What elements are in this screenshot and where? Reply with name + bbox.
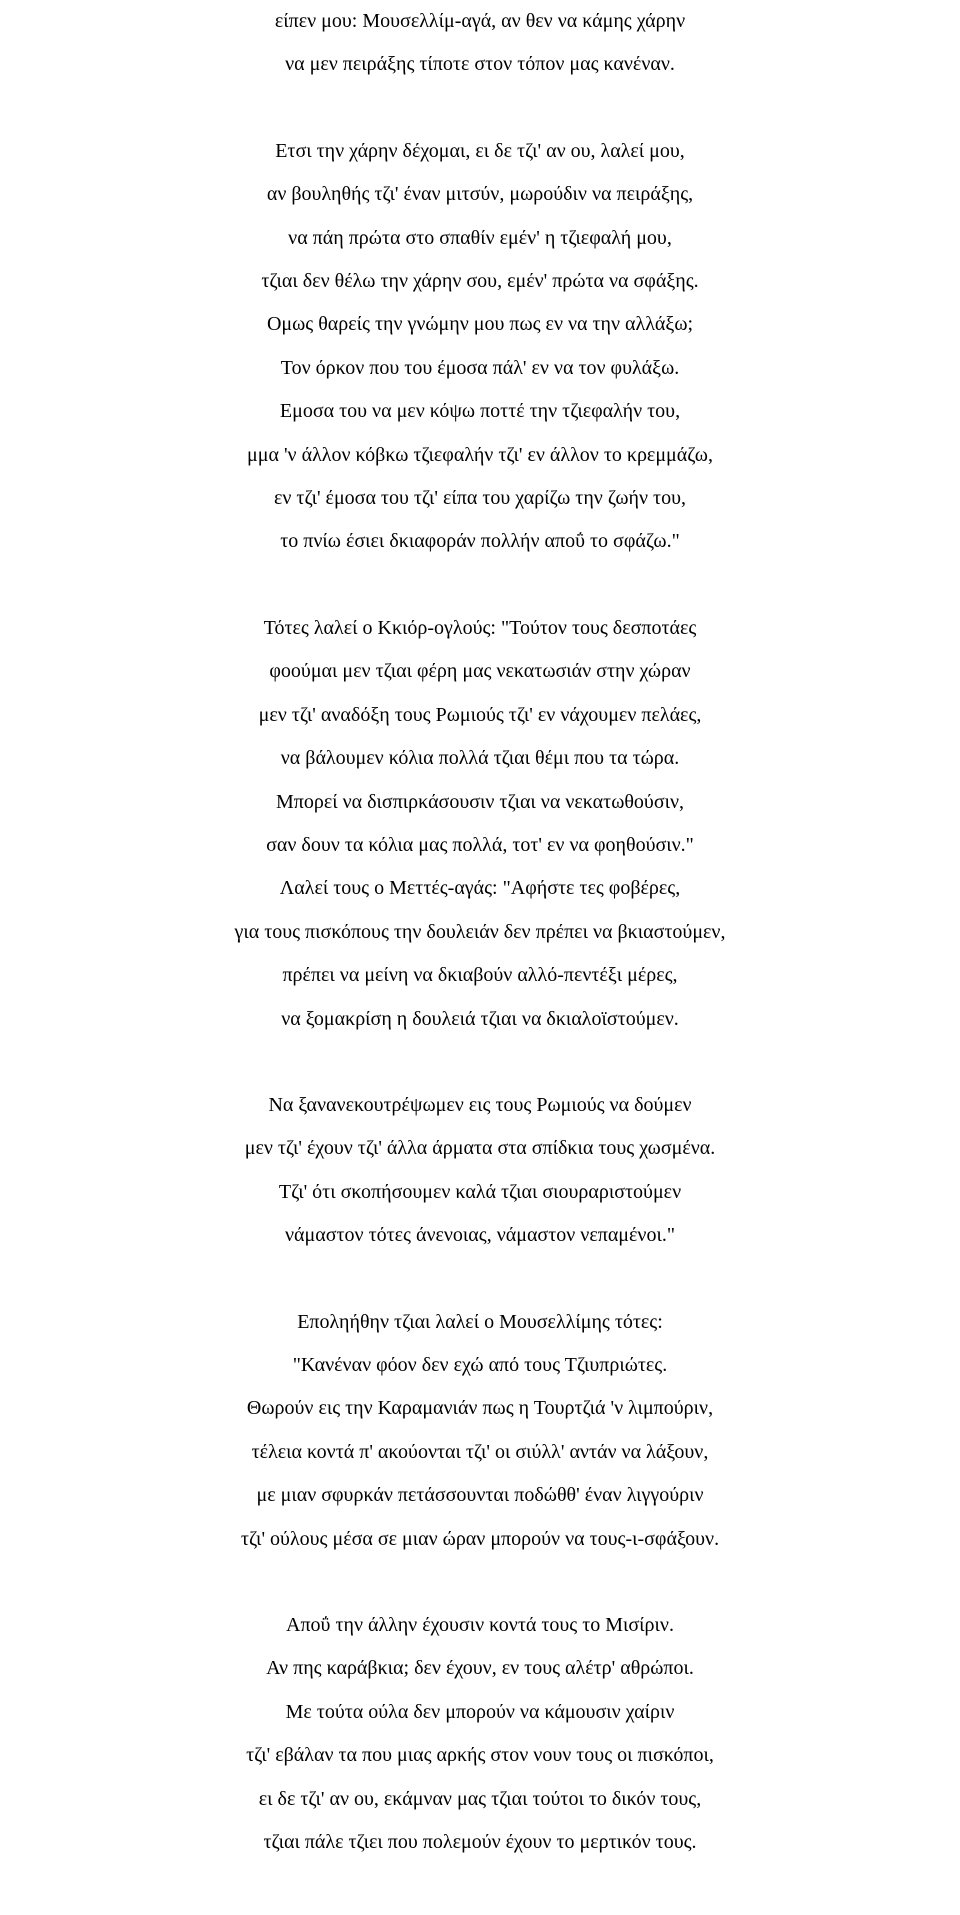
stanza-gap: [0, 1561, 960, 1604]
poem-line: είπεν μου: Μουσελλίμ-αγά, αν θεν να κάμης χάρην: [274, 10, 686, 32]
poem-line: φοούμαι μεν τζιαι φέρη μας νεκατωσιάν στην χώραν: [269, 660, 691, 683]
poem-line: σαν δουν τα κόλια μας πολλά, τοτ' εν να φοηθούσιν.": [266, 833, 694, 856]
poem-line: πρέπει να μείνη να δκιαβούν αλλό-πεντέξι μέρες,: [282, 964, 678, 987]
poem-line: να πάη πρώτα στο σπαθίν εμέν' η τζιεφαλή μου,: [288, 226, 672, 249]
poem-line: να ξομακρίση η δουλειά τζιαι να δκιαλοϊστούμεν.: [281, 1007, 679, 1030]
poem-line: Με τούτα ούλα δεν μπορούν να κάμουσιν χαίριν: [285, 1700, 675, 1723]
stanza-gap: [0, 564, 960, 607]
stanza-gap: [0, 87, 960, 130]
poem-line: Εποληήθην τζιαι λαλεί ο Μουσελλίμης τότες:: [297, 1310, 663, 1333]
poem-line: ει δε τζι' αν ου, εκάμναν μας τζιαι τούτοι το δικόν τους,: [258, 1787, 702, 1810]
poem-line: το πνίω έσιει δκιαφοράν πολλήν αποΰ το σφάζω.": [280, 530, 680, 553]
poem-line: μμα 'ν άλλον κόβκω τζιεφαλήν τζι' εν άλλον το κρεμμάζω,: [247, 443, 713, 466]
poem-line: Αν πης καράβκια; δεν έχουν, εν τους αλέτρ' αθρώποι.: [266, 1657, 694, 1680]
poem-line: Τον όρκον που του έμοσα πάλ' εν να τον φυλάξω.: [280, 356, 680, 379]
poem-line: μεν τζι' αναδόξη τους Ρωμιούς τζι' εν νάχουμεν πελάες,: [258, 703, 702, 726]
stanza-gap: [0, 1041, 960, 1084]
poem-line: Ετσι την χάρην δέχομαι, ει δε τζι' αν ου, λαλεί μου,: [275, 139, 685, 162]
poem-line: Αποΰ την άλλην έχουσιν κοντά τους το Μισίριν.: [286, 1614, 674, 1636]
poem-line: Μπορεί να δισπιρκάσουσιν τζιαι να νεκατωθούσιν,: [275, 790, 685, 813]
poem-line: "Κανέναν φόον δεν εχώ από τους Τζιυπριώτες.: [292, 1353, 668, 1376]
poem-line: τζι' εβάλαν τα που μιας αρκής στον νουν τους οι πισκόποι,: [246, 1744, 714, 1767]
poem-line: να βάλουμεν κόλια πολλά τζιαι θέμι που τα τώρα.: [280, 747, 680, 770]
stanza: [0, 1301, 960, 1561]
poem-line: Τζι' ότι σκοπήσουμεν καλά τζιαι σιουραριστούμεν: [278, 1180, 682, 1203]
poem-line: νάμαστον τότες άνενοιας, νάμαστον νεπαμένοι.": [284, 1224, 676, 1247]
poem-line: Τότες λαλεί ο Κκιόρ-ογλούς: "Τούτον τους δεσποτάες: [263, 616, 697, 639]
poem-line: για τους πισκόπους την δουλειάν δεν πρέπει να βκιαστούμεν,: [234, 920, 726, 943]
poem-line: τέλεια κοντά π' ακούονται τζι' οι σιύλλ' αντάν να λάξουν,: [251, 1440, 709, 1463]
poem-line: Να ξανανεκουτρέψωμεν εις τους Ρωμιούς να δούμεν: [268, 1093, 692, 1116]
stanza: [0, 1084, 960, 1258]
poem-line: τζιαι δεν θέλω την χάρην σου, εμέν' πρώτα να σφάξης.: [261, 270, 699, 293]
poem-line: αν βουληθής τζι' έναν μιτσύν, μωρούδιν να πειράξης,: [266, 183, 694, 206]
poem-line: Θωρούν εις την Καραμανιάν πως η Τουρτζιά 'ν λιμπούριν,: [246, 1397, 714, 1420]
poem-line: μεν τζι' έχουν τζι' άλλα άρματα στα σπίδκια τους χωσμένα.: [244, 1137, 716, 1160]
poem-line: Λαλεί τους ο Μεττές-αγάς: "Αφήστε τες φοβέρες,: [279, 877, 681, 900]
poem-line: εν τζι' έμοσα του τζι' είπα του χαρίζω την ζωήν του,: [273, 487, 686, 510]
poem-line: να μεν πειράξης τίποτε στον τόπον μας κανέναν.: [285, 53, 675, 76]
poem-line: Εμοσα του να μεν κόψω ποττέ την τζιεφαλήν του,: [279, 400, 681, 423]
poem-line: με μιαν σφυρκάν πετάσσουνται ποδώθθ' έναν λιγγούριν: [256, 1484, 704, 1507]
poem-line: τζι' ούλους μέσα σε μιαν ώραν μπορούν να τους-ι-σφάξουν.: [240, 1527, 720, 1550]
stanza-gap: [0, 1258, 960, 1301]
stanza: [0, 1604, 960, 1864]
poem-line: τζιαι πάλε τζιει που πολεμούν έχουν το μερτικόν τους.: [263, 1831, 697, 1854]
stanza: [0, 607, 960, 1041]
stanza: [0, 130, 960, 564]
stanza: [0, 0, 960, 87]
poem-line: Ομως θαρείς την γνώμην μου πως εν να την αλλάξω;: [266, 313, 694, 336]
